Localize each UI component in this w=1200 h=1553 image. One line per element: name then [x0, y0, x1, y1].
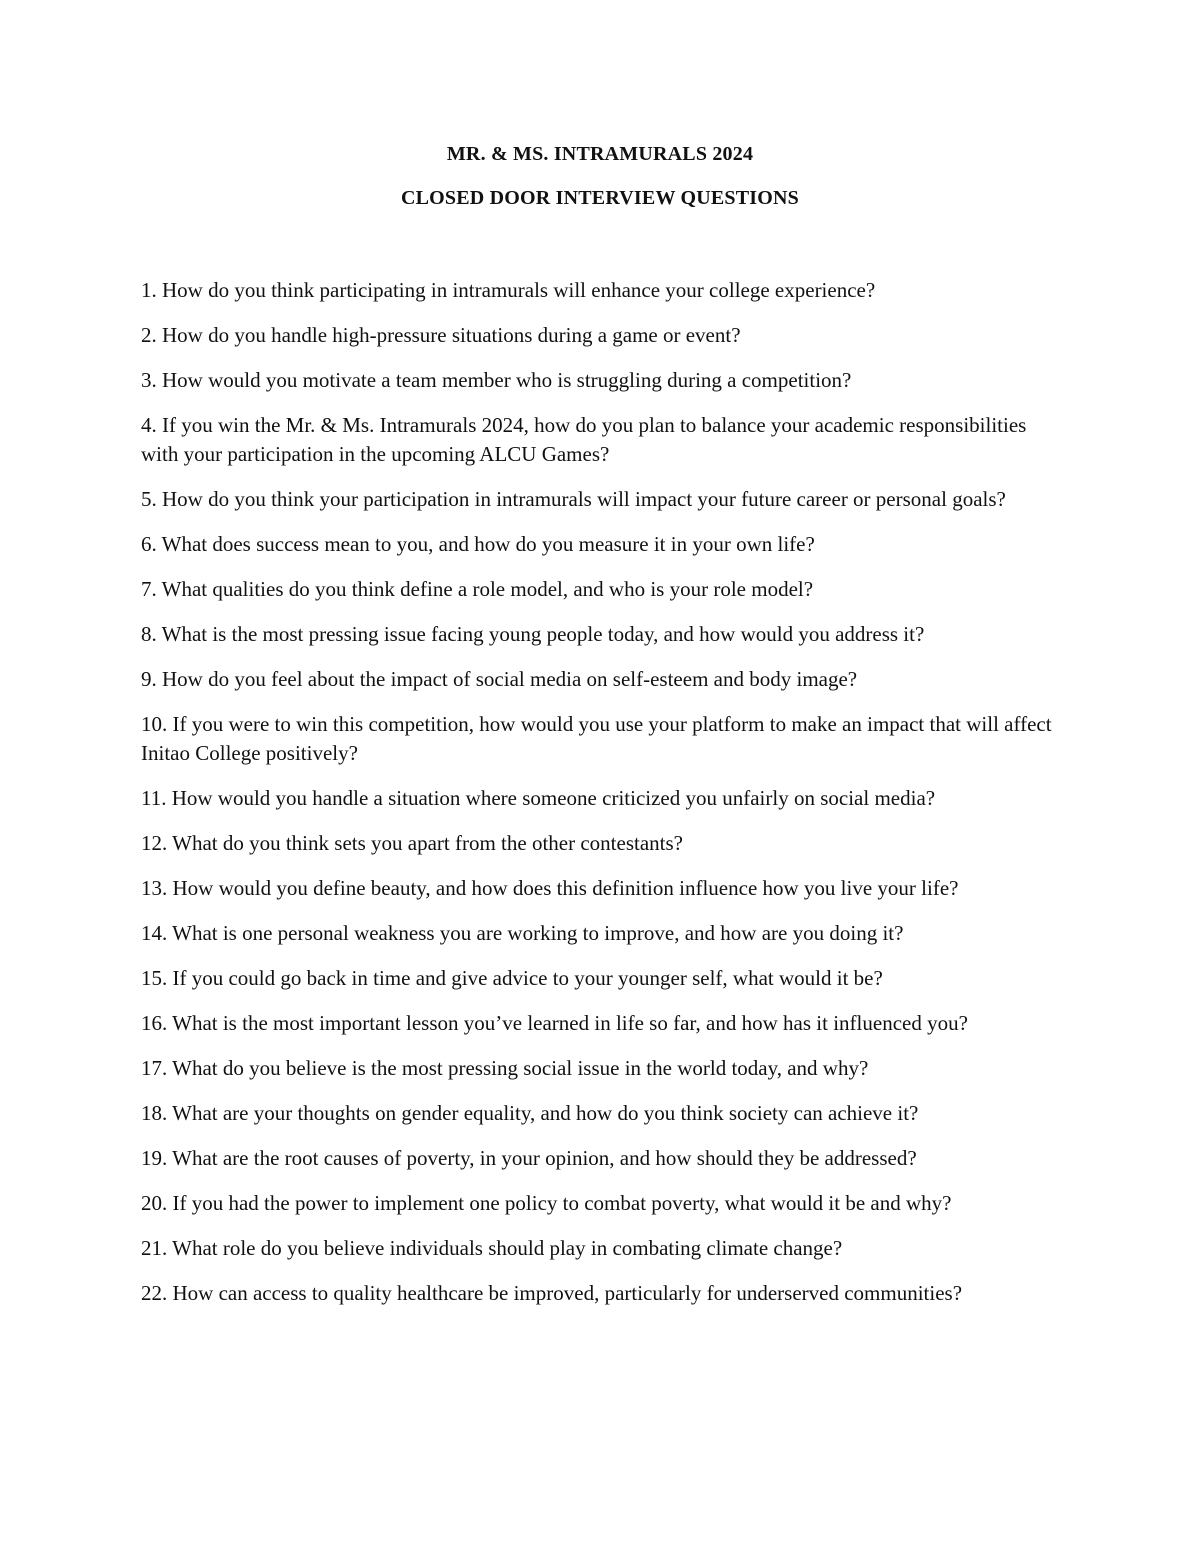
- question-19: 19. What are the root causes of poverty, in your opinion, and how should they be addressed?: [141, 1146, 917, 1170]
- question-list: [141, 276, 1066, 1324]
- question-18: 18. What are your thoughts on gender equality, and how do you think society can achieve it?: [141, 1101, 919, 1125]
- question-10: 10. If you were to win this competition, how would you use your platform to make an impact that will affect Initao College positively?: [141, 712, 1052, 765]
- document-header: [0, 140, 1200, 212]
- question-9: 9. How do you feel about the impact of social media on self-esteem and body image?: [141, 667, 858, 691]
- document-subtitle: CLOSED DOOR INTERVIEW QUESTIONS: [400, 187, 799, 209]
- question-3: 3. How would you motivate a team member who is struggling during a competition?: [141, 368, 852, 392]
- question-7: 7. What qualities do you think define a role model, and who is your role model?: [141, 577, 814, 601]
- question-5: 5. How do you think your participation in intramurals will impact your future career or personal goals?: [141, 487, 1006, 511]
- question-12: 12. What do you think sets you apart from the other contestants?: [141, 831, 683, 855]
- question-11: 11. How would you handle a situation where someone criticized you unfairly on social media?: [141, 786, 936, 810]
- question-14: 14. What is one personal weakness you are working to improve, and how are you doing it?: [141, 921, 904, 945]
- question-6: 6. What does success mean to you, and how do you measure it in your own life?: [141, 532, 815, 556]
- question-16: 16. What is the most important lesson you’ve learned in life so far, and how has it influenced you?: [141, 1011, 968, 1035]
- question-4: 4. If you win the Mr. & Ms. Intramurals 2024, how do you plan to balance your academic responsibilities with your participation in the upcoming ALCU Games?: [141, 413, 1027, 466]
- question-17: 17. What do you believe is the most pressing social issue in the world today, and why?: [141, 1056, 869, 1080]
- question-2: 2. How do you handle high-pressure situations during a game or event?: [141, 323, 741, 347]
- question-13: 13. How would you define beauty, and how does this definition influence how you live your life?: [141, 876, 959, 900]
- question-21: 21. What role do you believe individuals should play in combating climate change?: [141, 1236, 843, 1260]
- question-8: 8. What is the most pressing issue facing young people today, and how would you address it?: [141, 622, 925, 646]
- question-20: 20. If you had the power to implement one policy to combat poverty, what would it be and why?: [141, 1191, 952, 1215]
- question-1: 1. How do you think participating in intramurals will enhance your college experience?: [141, 278, 876, 302]
- question-15: 15. If you could go back in time and give advice to your younger self, what would it be?: [141, 966, 883, 990]
- question-22: 22. How can access to quality healthcare be improved, particularly for underserved communities?: [141, 1281, 963, 1305]
- document-title: MR. & MS. INTRAMURALS 2024: [446, 143, 754, 165]
